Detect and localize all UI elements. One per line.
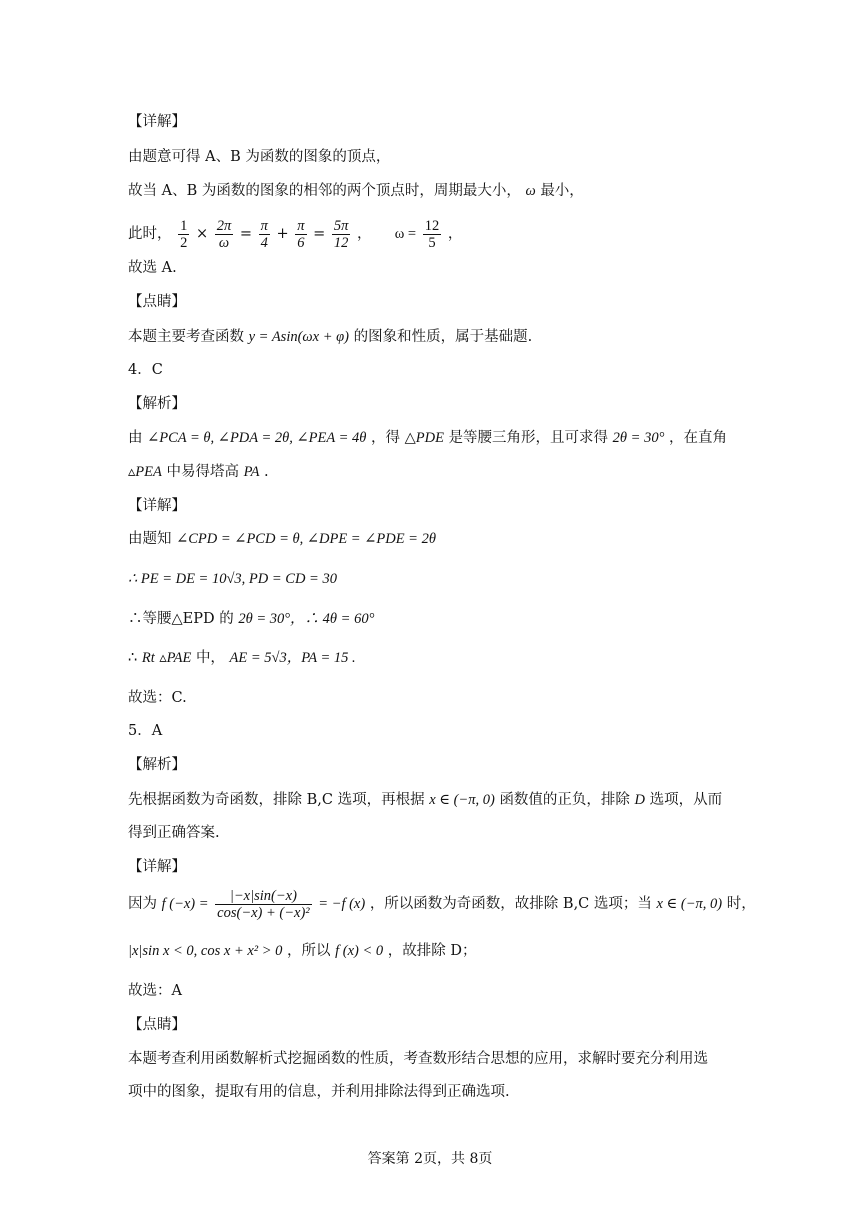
text-line: 故当 A、B 为函数的图象的相邻的两个顶点时，周期最大小， ω 最小， <box>128 183 584 199</box>
question-number: 4．C <box>128 362 163 378</box>
heading-comment-1: 【点睛】 <box>128 294 186 310</box>
text-line: |x|sin x < 0, cos x + x² > 0 ，所以 f (x) < 0 ，故排除 D； <box>128 943 477 959</box>
heading-comment-2: 【点睛】 <box>128 1017 186 1033</box>
fraction: $\frac{\pi}{4}$ <box>260 217 268 251</box>
text-line: ∴等腰△EPD 的 2θ = 30°，∴ 4θ = 60° <box>128 611 375 627</box>
text-line: 由 ∠PCA = θ, ∠PDA = 2θ, ∠PEA = 4θ ，得 △PDE 是等腰三角形，且可求得 2θ = 30° ，在直角 <box>128 430 727 446</box>
text-line: 得到正确答案. <box>128 825 220 841</box>
text-line: 故选：A <box>128 983 182 999</box>
math-expression: y = Asin(ωx + φ) <box>248 329 349 345</box>
text-line: 本题主要考查函数 y = Asin(ωx + φ) 的图象和性质，属于基础题. <box>128 329 533 345</box>
fraction: $\frac{|-x|\sin(-x)}{\text{cos(−x) + (−x)²}}$ <box>217 887 310 921</box>
math-omega: ω <box>525 183 536 199</box>
text-line-fraction: 因为 f (−x) = $\frac{|-x|\sin(-x)}{\text{cos(−x) + (−x)²}}$ = −f (x) ，所以函数为奇函数，故排除 B,C 选项；当 x ∈ (−π, 0) 时， <box>128 887 756 921</box>
text-line: 故选 A. <box>128 260 177 276</box>
math-line: ∴ PE = DE = 10√3, PD = CD = 30 <box>128 571 337 587</box>
heading-analysis-1: 【解析】 <box>128 396 186 412</box>
fraction: $\frac{12}{5}$ <box>424 217 440 251</box>
text-line: ∴ Rt ▵PAE 中， AE = 5√3，PA = 15 . <box>128 650 356 666</box>
question-number: 5．A <box>128 723 163 739</box>
text-line: ▵PEA 中易得塔高 PA . <box>128 464 269 480</box>
heading-analysis-2: 【解析】 <box>128 757 186 773</box>
text-line: 由题知 ∠CPD = ∠PCD = θ, ∠DPE = ∠PDE = 2θ <box>128 531 436 547</box>
fraction: $\frac{5\pi}{12}$ <box>333 217 349 251</box>
heading-detail-3: 【详解】 <box>128 859 186 875</box>
fraction: $\frac{2\pi}{\omega}$ <box>216 217 232 251</box>
heading-detail-2: 【详解】 <box>128 498 186 514</box>
text-line-fractions: 此时， $\frac{1}{2}$ × $\frac{2\pi}{\omega}$ = $\frac{\pi}{4}$ + $\frac{\pi}{6}$ = $\frac{5\pi}{12}$ ， ω = $\frac{12}{5}$ ， <box>128 217 463 251</box>
text-line: 本题考查利用函数解析式挖掘函数的性质，考查数形结合思想的应用，求解时要充分利用选 <box>128 1051 708 1067</box>
text-line: 先根据函数为奇函数，排除 B,C 选项，再根据 x ∈ (−π, 0) 函数值的正负，排除 D 选项，从而 <box>128 792 723 808</box>
page-footer: 答案第 2页，共 8页 <box>367 1151 493 1167</box>
fraction: $\frac{1}{2}$ <box>180 217 188 251</box>
text-line: 故选：C. <box>128 690 187 706</box>
fraction: $\frac{\pi}{6}$ <box>297 217 305 251</box>
heading-detail-1: 【详解】 <box>128 114 186 130</box>
text-line: 项中的图象，提取有用的信息，并利用排除法得到正确选项. <box>128 1084 510 1100</box>
text-line: 由题意可得 A、B 为函数的图象的顶点， <box>128 149 391 165</box>
